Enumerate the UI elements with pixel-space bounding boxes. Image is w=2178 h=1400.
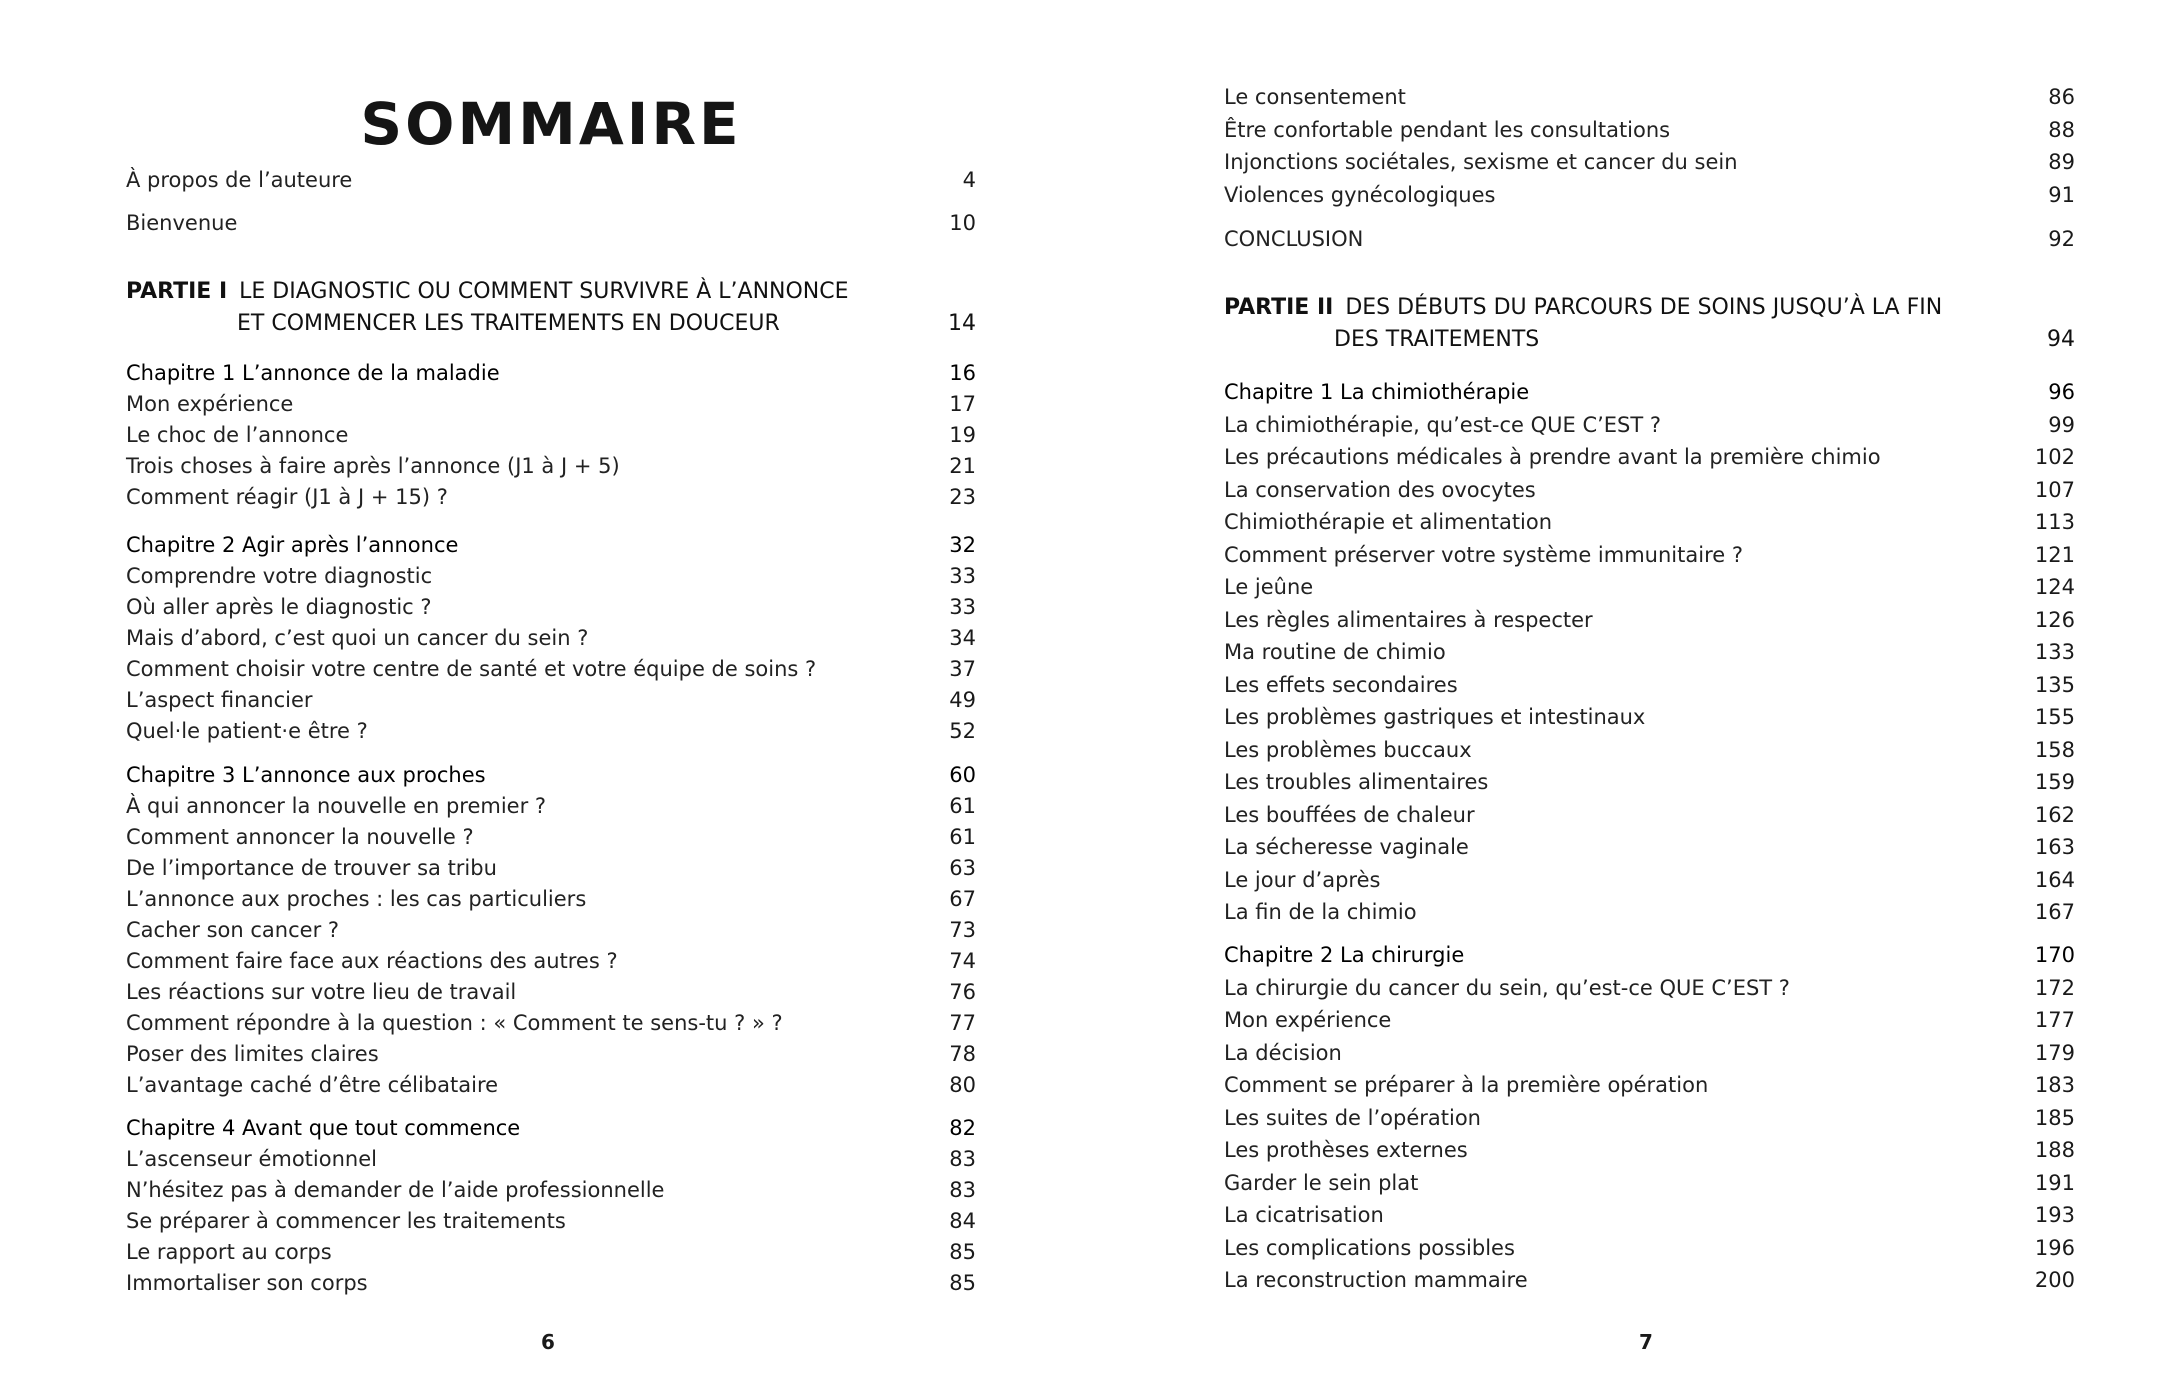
chapter-page: 82 — [949, 1116, 976, 1140]
page-title: SOMMAIRE — [360, 90, 742, 158]
right-page — [1089, 0, 2178, 1400]
toc-entry-label: Être confortable pendant les consultations — [1224, 117, 1671, 142]
toc-entry[interactable] — [126, 1008, 976, 1039]
toc-entry[interactable] — [126, 420, 976, 451]
toc-entry-label: Les problèmes gastriques et intestinaux — [1224, 705, 1646, 729]
toc-entry-label: À propos de l’auteure — [126, 168, 353, 192]
partie-title-line2: DES TRAITEMENTS — [1334, 327, 1540, 352]
toc-entry-label: Comment préserver votre système immunitaire ? — [1224, 542, 1743, 567]
toc-entry-label: Comment se préparer à la première opération — [1224, 1073, 1709, 1097]
toc-entry-label: Les bouffées de chaleur — [1224, 802, 1475, 827]
toc-entry-page: 121 — [2034, 542, 2075, 567]
toc-entry-about-author[interactable] — [126, 165, 976, 196]
toc-entry-label: Le rapport au corps — [126, 1240, 332, 1264]
toc-entry[interactable] — [126, 977, 976, 1008]
toc-entry[interactable] — [1224, 507, 2075, 538]
toc-entry-page: 74 — [949, 949, 976, 973]
toc-entry[interactable] — [1224, 147, 2075, 178]
toc-entry[interactable] — [1224, 897, 2075, 928]
toc-entry-label: Poser des limites claires — [126, 1042, 379, 1066]
toc-entry-page: 133 — [2034, 640, 2075, 664]
toc-entry-label: Les suites de l’opération — [1224, 1105, 1481, 1130]
toc-entry-page: 33 — [949, 564, 976, 588]
toc-entry-page: 73 — [949, 918, 976, 942]
chapter-heading[interactable] — [1224, 940, 2075, 971]
toc-entry-label: L’avantage caché d’être célibataire — [126, 1073, 499, 1097]
toc-entry[interactable] — [126, 1144, 976, 1175]
toc-entry-page: 4 — [962, 168, 976, 192]
chapter-title: Chapitre 2 Agir après l’annonce — [126, 533, 459, 557]
chapter-title: Chapitre 2 La chirurgie — [1224, 943, 1465, 967]
toc-entry-label: Le choc de l’annonce — [126, 423, 349, 447]
chapter-page: 32 — [949, 533, 976, 557]
toc-entry[interactable] — [1224, 767, 2075, 798]
toc-entry[interactable] — [126, 451, 976, 482]
toc-entry[interactable] — [1224, 1038, 2075, 1069]
toc-entry[interactable] — [126, 791, 976, 822]
chapter-page: 96 — [2048, 380, 2075, 404]
toc-entry-page: 162 — [2034, 802, 2075, 827]
toc-entry-page: 77 — [949, 1011, 976, 1035]
chapter-heading[interactable] — [126, 358, 976, 389]
partie-label: PARTIE II — [1224, 295, 1334, 320]
toc-entry-page: 155 — [2034, 705, 2075, 729]
toc-entry-label: La chimiothérapie, qu’est-ce QUE C’EST ? — [1224, 412, 1662, 437]
toc-entry[interactable] — [1224, 800, 2075, 831]
toc-entry-label: La sécheresse vaginale — [1224, 835, 1469, 859]
toc-entry-label: Les effets secondaires — [1224, 672, 1458, 697]
toc-entry-label: À qui annoncer la nouvelle en premier ? — [126, 794, 547, 818]
toc-entry[interactable] — [1224, 475, 2075, 506]
toc-entry[interactable] — [126, 561, 976, 592]
toc-entry-page: 91 — [2048, 182, 2075, 207]
toc-entry-page: 200 — [2034, 1268, 2075, 1292]
toc-entry-page: 33 — [949, 595, 976, 619]
toc-entry-page: 88 — [2048, 117, 2075, 142]
chapter-title: Chapitre 3 L’annonce aux proches — [126, 763, 486, 787]
toc-entry-page: 61 — [949, 825, 976, 849]
toc-entry[interactable] — [1224, 637, 2075, 668]
toc-entry-label: Mais d’abord, c’est quoi un cancer du sein ? — [126, 626, 589, 650]
toc-entry-page: 80 — [949, 1073, 976, 1097]
toc-entry[interactable] — [126, 389, 976, 420]
toc-entry-page: 124 — [2034, 575, 2075, 599]
toc-entry-label: La chirurgie du cancer du sein, qu’est-ce QUE C’EST ? — [1224, 975, 1790, 1000]
toc-entry-label: CONCLUSION — [1224, 227, 1364, 251]
toc-entry-label: Comment réagir (J1 à J + 15) ? — [126, 485, 448, 509]
toc-entry[interactable] — [126, 946, 976, 977]
toc-entry[interactable] — [1224, 1070, 2075, 1101]
toc-entry[interactable] — [1224, 1233, 2075, 1264]
chapter-title: Chapitre 4 Avant que tout commence — [126, 1116, 521, 1140]
toc-entry[interactable] — [126, 1175, 976, 1206]
toc-entry[interactable] — [1224, 540, 2075, 571]
toc-entry-page: 102 — [2034, 445, 2075, 469]
toc-entry-page: 76 — [949, 980, 976, 1004]
toc-entry-label: Ma routine de chimio — [1224, 640, 1446, 664]
toc-entry[interactable] — [1224, 1005, 2075, 1036]
toc-entry-label: La cicatrisation — [1224, 1203, 1384, 1227]
toc-entry-label: Comment faire face aux réactions des autres ? — [126, 949, 618, 973]
toc-entry-page: 172 — [2034, 975, 2075, 1000]
toc-entry-page: 92 — [2048, 227, 2075, 251]
partie-heading[interactable] — [1224, 292, 2075, 356]
toc-entry-page: 21 — [949, 454, 976, 478]
toc-entry[interactable] — [126, 623, 976, 654]
toc-entry-page: 83 — [949, 1178, 976, 1202]
partie-title-line1: LE DIAGNOSTIC OU COMMENT SURVIVRE À L’ANNONCE — [239, 279, 849, 304]
toc-entry[interactable] — [1224, 1265, 2075, 1296]
chapter-heading[interactable] — [126, 760, 976, 791]
partie-page: 94 — [2047, 327, 2075, 352]
toc-entry[interactable] — [126, 884, 976, 915]
toc-entry[interactable] — [1224, 1168, 2075, 1199]
toc-entry[interactable] — [1224, 82, 2075, 113]
toc-entry[interactable] — [1224, 832, 2075, 863]
toc-entry-label: La fin de la chimio — [1224, 900, 1417, 924]
toc-entry-label: Les précautions médicales à prendre avant la première chimio — [1224, 445, 1881, 469]
toc-entry-label: La reconstruction mammaire — [1224, 1268, 1528, 1292]
toc-entry[interactable] — [126, 482, 976, 513]
chapter-title: Chapitre 1 L’annonce de la maladie — [126, 361, 500, 385]
toc-entry-label: Les réactions sur votre lieu de travail — [126, 980, 517, 1004]
toc-entry-page: 191 — [2034, 1170, 2075, 1195]
chapter-heading[interactable] — [1224, 377, 2075, 408]
toc-entry-label: Quel·le patient·e être ? — [126, 719, 368, 743]
partie-title-line2: ET COMMENCER LES TRAITEMENTS EN DOUCEUR — [237, 311, 780, 336]
toc-entry-page: 63 — [949, 856, 976, 880]
toc-entry[interactable] — [126, 685, 976, 716]
toc-entry-label: Garder le sein plat — [1224, 1170, 1419, 1195]
toc-entry-page: 126 — [2034, 607, 2075, 632]
toc-entry-label: Les prothèses externes — [1224, 1138, 1468, 1162]
toc-entry-label: Les règles alimentaires à respecter — [1224, 607, 1593, 632]
toc-entry-page: 86 — [2048, 85, 2075, 109]
toc-entry-welcome[interactable] — [126, 208, 976, 239]
toc-entry[interactable] — [1224, 410, 2075, 441]
toc-entry[interactable] — [1224, 1103, 2075, 1134]
toc-entry-page: 107 — [2034, 477, 2075, 502]
toc-entry-label: Se préparer à commencer les traitements — [126, 1209, 566, 1233]
toc-entry-label: L’aspect financier — [126, 688, 313, 712]
toc-entry-label: De l’importance de trouver sa tribu — [126, 856, 497, 880]
toc-entry[interactable] — [1224, 702, 2075, 733]
toc-entry-label: Le jeûne — [1224, 575, 1314, 599]
chapter-title: Chapitre 1 La chimiothérapie — [1224, 380, 1530, 404]
toc-entry[interactable] — [126, 915, 976, 946]
toc-entry[interactable] — [1224, 605, 2075, 636]
toc-entry-label: Comment annoncer la nouvelle ? — [126, 825, 474, 849]
toc-entry-label: Chimiothérapie et alimentation — [1224, 510, 1553, 534]
toc-entry-page: 196 — [2034, 1235, 2075, 1260]
toc-entry-label: Les troubles alimentaires — [1224, 770, 1489, 794]
toc-entry[interactable] — [1224, 973, 2075, 1004]
toc-entry-label: Cacher son cancer ? — [126, 918, 340, 942]
toc-entry-label: L’annonce aux proches : les cas particuliers — [126, 887, 587, 911]
toc-entry-page: 10 — [949, 211, 976, 235]
toc-entry-page: 49 — [949, 688, 976, 712]
chapter-heading[interactable] — [126, 530, 976, 561]
toc-entry-label: L’ascenseur émotionnel — [126, 1147, 377, 1171]
toc-entry[interactable] — [126, 1237, 976, 1268]
toc-entry-page: 61 — [949, 794, 976, 818]
toc-entry-page: 85 — [949, 1271, 976, 1295]
toc-entry-page: 113 — [2034, 510, 2075, 534]
toc-entry-page: 85 — [949, 1240, 976, 1264]
partie-page: 14 — [948, 311, 976, 336]
toc-entry[interactable] — [1224, 735, 2075, 766]
toc-entry[interactable] — [126, 592, 976, 623]
toc-entry-page: 183 — [2034, 1073, 2075, 1097]
chapter-page: 170 — [2034, 943, 2075, 967]
toc-entry-conclusion[interactable] — [1224, 224, 2075, 255]
toc-entry-page: 34 — [949, 626, 976, 650]
toc-entry[interactable] — [126, 716, 976, 747]
toc-entry-label: La décision — [1224, 1040, 1342, 1065]
toc-entry[interactable] — [1224, 670, 2075, 701]
toc-entry-page: 163 — [2034, 835, 2075, 859]
toc-entry-label: Immortaliser son corps — [126, 1271, 368, 1295]
toc-entry-page: 89 — [2048, 150, 2075, 174]
toc-entry-label: La conservation des ovocytes — [1224, 477, 1536, 502]
toc-entry-page: 17 — [949, 392, 976, 416]
toc-entry-label: Injonctions sociétales, sexisme et cancer du sein — [1224, 150, 1738, 174]
toc-entry-page: 164 — [2034, 867, 2075, 892]
page-number: 6 — [541, 1330, 555, 1354]
toc-entry[interactable] — [126, 1268, 976, 1299]
toc-entry-label: Le consentement — [1224, 85, 1406, 109]
toc-entry[interactable] — [126, 853, 976, 884]
toc-entry[interactable] — [126, 1070, 976, 1101]
partie-label: PARTIE I — [126, 279, 228, 304]
toc-entry-page: 159 — [2034, 770, 2075, 794]
chapter-page: 60 — [949, 763, 976, 787]
toc-entry-page: 37 — [949, 657, 976, 681]
toc-entry-page: 78 — [949, 1042, 976, 1066]
toc-entry-label: Où aller après le diagnostic ? — [126, 595, 432, 619]
toc-entry-label: Les problèmes buccaux — [1224, 737, 1472, 762]
toc-entry-label: Comment répondre à la question : « Comment te sens-tu ? » ? — [126, 1011, 783, 1035]
toc-entry-label: Violences gynécologiques — [1224, 182, 1496, 207]
toc-entry-label: Bienvenue — [126, 211, 238, 235]
toc-entry[interactable] — [126, 654, 976, 685]
page-number: 7 — [1639, 1330, 1653, 1354]
partie-title-line1: DES DÉBUTS DU PARCOURS DE SOINS JUSQU’À LA FIN — [1345, 295, 1943, 320]
toc-entry-label: Le jour d’après — [1224, 867, 1381, 892]
toc-entry[interactable] — [1224, 572, 2075, 603]
toc-entry-page: 83 — [949, 1147, 976, 1171]
toc-entry-page: 185 — [2034, 1105, 2075, 1130]
toc-entry-label: Mon expérience — [1224, 1008, 1392, 1032]
toc-entry[interactable] — [1224, 115, 2075, 146]
toc-entry[interactable] — [1224, 1135, 2075, 1166]
toc-entry-label: Les complications possibles — [1224, 1235, 1515, 1260]
chapter-heading[interactable] — [126, 1113, 976, 1144]
partie-heading[interactable] — [126, 276, 976, 340]
chapter-page: 16 — [949, 361, 976, 385]
toc-entry[interactable] — [126, 1206, 976, 1237]
toc-entry-page: 193 — [2034, 1203, 2075, 1227]
toc-entry-page: 67 — [949, 887, 976, 911]
toc-entry[interactable] — [1224, 1200, 2075, 1231]
toc-entry[interactable] — [1224, 180, 2075, 211]
toc-entry-page: 84 — [949, 1209, 976, 1233]
toc-entry-page: 188 — [2034, 1138, 2075, 1162]
toc-entry[interactable] — [1224, 442, 2075, 473]
toc-entry-label: Trois choses à faire après l’annonce (J1 à J + 5) — [126, 454, 620, 478]
toc-entry[interactable] — [1224, 865, 2075, 896]
toc-entry-page: 19 — [949, 423, 976, 447]
toc-entry-page: 158 — [2034, 737, 2075, 762]
toc-entry-label: Mon expérience — [126, 392, 294, 416]
toc-entry-page: 179 — [2034, 1040, 2075, 1065]
toc-entry-label: Comment choisir votre centre de santé et votre équipe de soins ? — [126, 657, 817, 681]
toc-entry-page: 135 — [2034, 672, 2075, 697]
toc-entry[interactable] — [126, 822, 976, 853]
toc-entry[interactable] — [126, 1039, 976, 1070]
toc-entry-page: 167 — [2034, 900, 2075, 924]
toc-entry-page: 99 — [2048, 412, 2075, 437]
toc-entry-page: 52 — [949, 719, 976, 743]
toc-entry-page: 177 — [2034, 1008, 2075, 1032]
toc-entry-label: Comprendre votre diagnostic — [126, 564, 433, 588]
toc-entry-label: N’hésitez pas à demander de l’aide professionnelle — [126, 1178, 665, 1202]
toc-entry-page: 23 — [949, 485, 976, 509]
